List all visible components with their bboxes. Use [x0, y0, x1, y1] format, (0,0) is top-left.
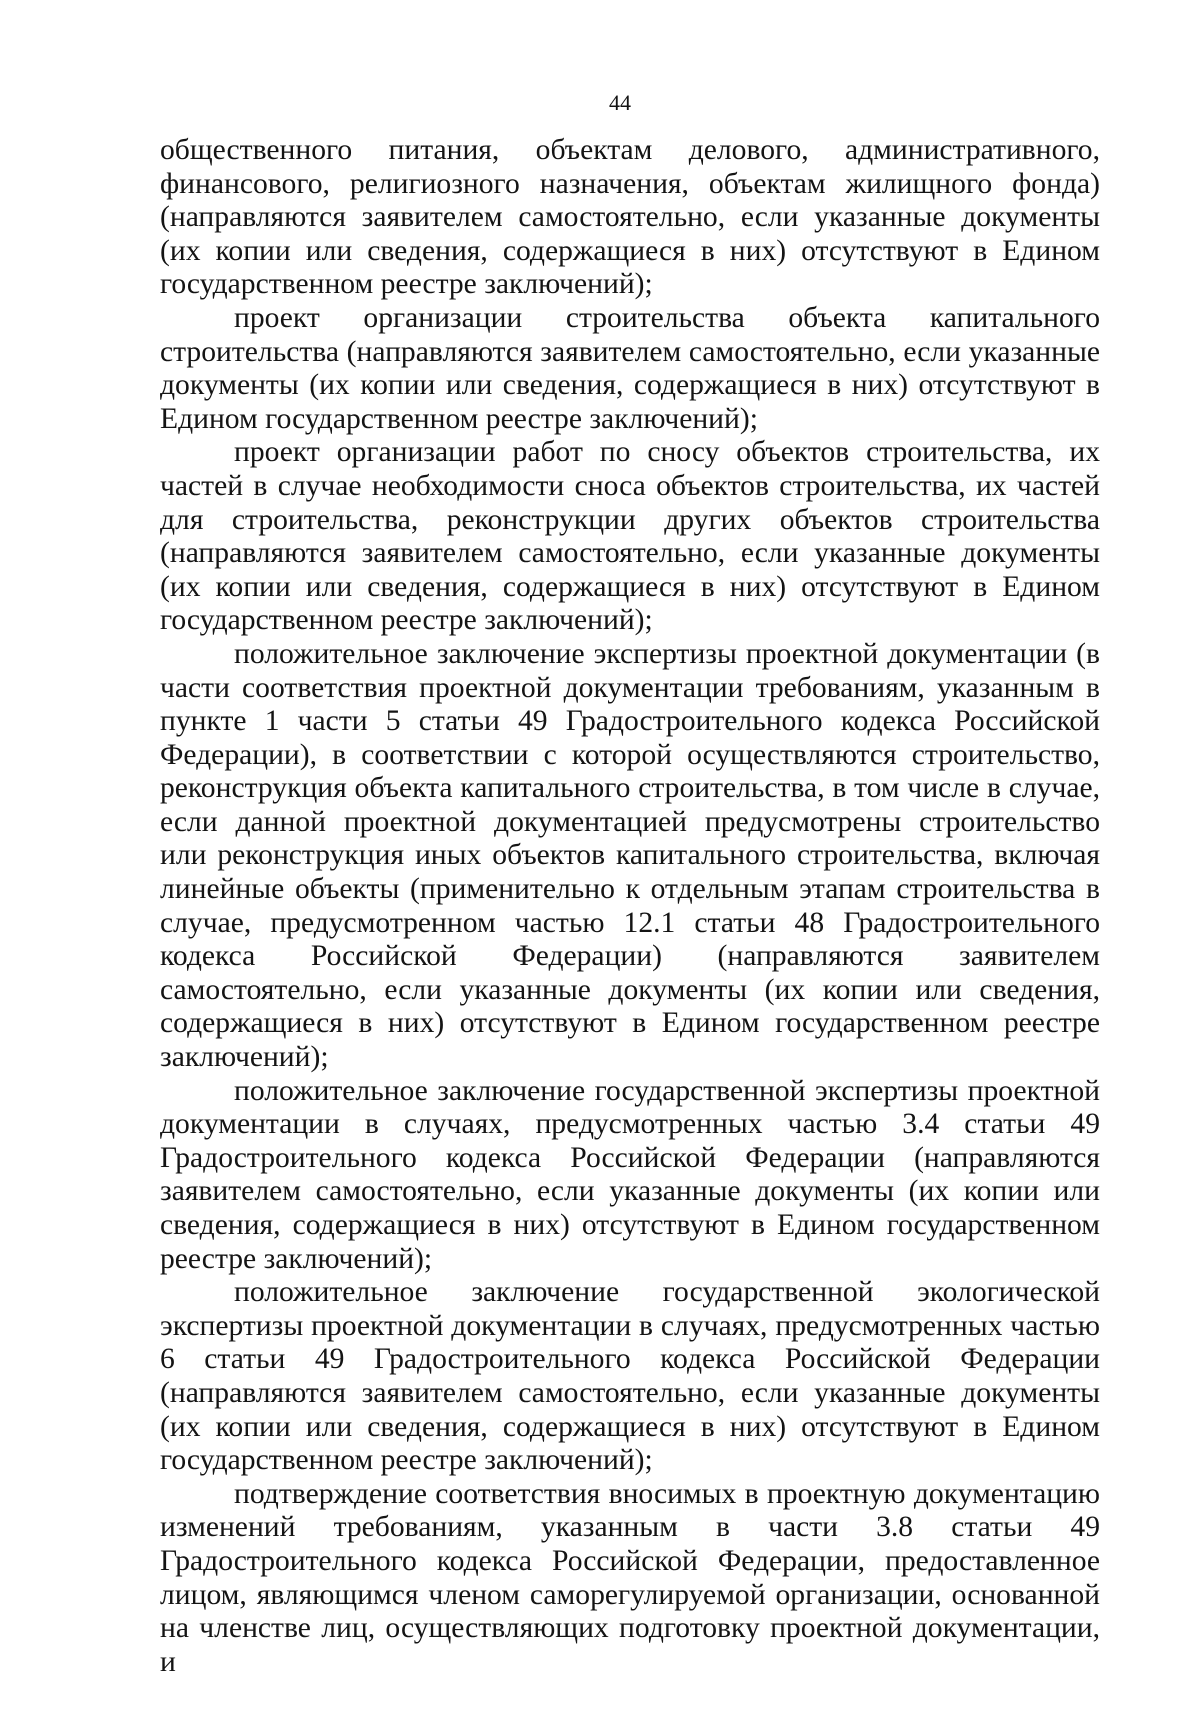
page-number: 44 [609, 90, 631, 115]
document-body [160, 134, 1100, 1679]
paragraph-continuation: общественного питания, объектам делового, административного, финансового, религиозного назначения, объектам жилищного фонда) (направляются заявителем самостоятельно, если указанные документы (их копии или сведения, содержащиеся в них) отсутствуют в Едином государственном реестре заключений); [160, 134, 1100, 301]
paragraph-positive-expertise-conclusion: положительное заключение экспертизы проектной документации (в части соответствия проектной документации требованиям, указанным в пункте 1 части 5 статьи 49 Градостроительного кодекса Российской Федерации), в соответствии с которой осуществляются строительство, реконструкция объекта капитального строительства, в том числе в случае, если данной проектной документацией предусмотрены строительство или реконструкция иных объектов капитального строительства, включая линейные объекты (применительно к отдельным этапам строительства в случае, предусмотренном частью 12.1 статьи 48 Градостроительного кодекса Российской Федерации) (направляются заявителем самостоятельно, если указанные документы (их копии или сведения, содержащиеся в них) отсутствуют в Едином государственном реестре заключений); [160, 637, 1100, 1074]
paragraph-demolition-works-project: проект организации работ по сносу объектов строительства, их частей в случае необходимости сноса объектов строительства, их частей для строительства, реконструкции других объектов строительства (направляются заявителем самостоятельно, если указанные документы (их копии или сведения, содержащиеся в них) отсутствуют в Едином государственном реестре заключений); [160, 436, 1100, 637]
paragraph-state-expertise-conclusion: положительное заключение государственной экспертизы проектной документации в случаях, предусмотренных частью 3.4 статьи 49 Градостроительного кодекса Российской Федерации (направляются заявителем самостоятельно, если указанные документы (их копии или сведения, содержащиеся в них) отсутствуют в Едином государственном реестре заключений); [160, 1074, 1100, 1275]
paragraph-ecological-expertise-conclusion: положительное заключение государственной экологической экспертизы проектной документации в случаях, предусмотренных частью 6 статьи 49 Градостроительного кодекса Российской Федерации (направляются заявителем самостоятельно, если указанные документы (их копии или сведения, содержащиеся в них) отсутствуют в Едином государственном реестре заключений); [160, 1276, 1100, 1477]
paragraph-construction-organization-project: проект организации строительства объекта капитального строительства (направляются заявителем самостоятельно, если указанные документы (их копии или сведения, содержащиеся в них) отсутствуют в Едином государственном реестре заключений); [160, 301, 1100, 435]
paragraph-changes-compliance-confirmation: подтверждение соответствия вносимых в проектную документацию изменений требованиям, указанным в части 3.8 статьи 49 Градостроительного кодекса Российской Федерации, предоставленное лицом, являющимся членом саморегулируемой организации, основанной на членстве лиц, осуществляющих подготовку проектной документации, и [160, 1477, 1100, 1678]
